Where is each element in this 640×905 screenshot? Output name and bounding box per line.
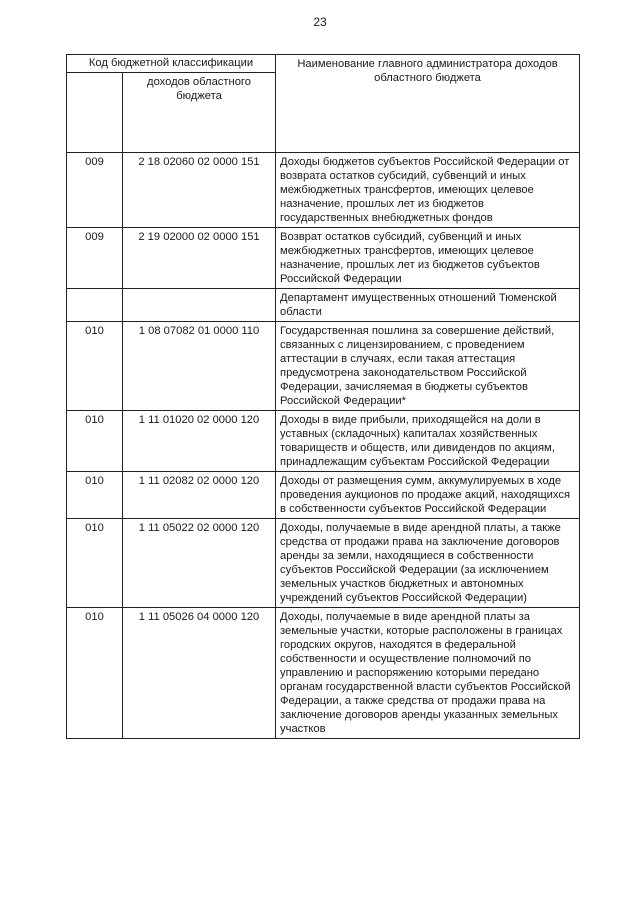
table-row (67, 411, 580, 472)
admin-code: 010 (67, 608, 123, 739)
table-row (67, 153, 580, 228)
income-name: Возврат остатков субсидий, субвенций и иных межбюджетных трансфертов, имеющих целевое назначение, прошлых лет из бюджетов субъектов Российской Федерации (276, 228, 580, 289)
income-name: Доходы в виде прибыли, приходящейся на доли в уставных (складочных) капиталах хозяйственных товариществ и обществ, или дивидендов по акциям, принадлежащим субъектам Российской Федерации (276, 411, 580, 472)
admin-code (67, 289, 123, 322)
table-body (67, 153, 580, 739)
income-code (123, 289, 276, 322)
table-row (67, 472, 580, 519)
admin-code: 010 (67, 322, 123, 411)
header-classification-code: Код бюджетной классификации (67, 55, 276, 73)
income-code: 1 11 02082 02 0000 120 (123, 472, 276, 519)
header-budget-income-code: доходов областного бюджета (123, 73, 276, 153)
table-row (67, 519, 580, 608)
income-name: Государственная пошлина за совершение действий, связанных с лицензированием, с проведением аттестации в случаях, если такая аттестация предусмотрена законодательством Российской Федерации, зачисляемая в бюджеты субъектов Российской Федерации* (276, 322, 580, 411)
income-code: 1 11 05022 02 0000 120 (123, 519, 276, 608)
page-number: 23 (313, 15, 327, 29)
income-name: Доходы бюджетов субъектов Российской Федерации от возврата остатков субсидий, субвенций и иных межбюджетных трансфертов, имеющих целевое назначение, прошлых лет из бюджетов государственных внебюджетных фондов (276, 153, 580, 228)
admin-code: 010 (67, 411, 123, 472)
table-row (67, 228, 580, 289)
income-code: 1 11 01020 02 0000 120 (123, 411, 276, 472)
income-code: 2 18 02060 02 0000 151 (123, 153, 276, 228)
admin-code: 010 (67, 472, 123, 519)
header-administrator-name: Наименование главного администратора доходов областного бюджета (276, 55, 580, 153)
admin-code: 009 (67, 153, 123, 228)
income-code: 1 11 05026 04 0000 120 (123, 608, 276, 739)
budget-classification-table (66, 54, 580, 739)
income-name: Доходы от размещения сумм, аккумулируемых в ходе проведения аукционов по продаже акций, находящихся в собственности субъектов Российской Федерации (276, 472, 580, 519)
income-name: Доходы, получаемые в виде арендной платы, а также средства от продажи права на заключение договоров аренды за земли, находящиеся в собственности субъектов Российской Федерации (за исключением земельных участков бюджетных и автономных учреждений субъектов Российской Федерации) (276, 519, 580, 608)
income-code: 2 19 02000 02 0000 151 (123, 228, 276, 289)
table-row (67, 322, 580, 411)
income-name: Доходы, получаемые в виде арендной платы за земельные участки, которые расположены в границах городских округов, находятся в федеральной собственности и осуществление полномочий по управлению и распоряжению которыми передано органам государственной власти субъектов Российской Федерации, а также средства от продажи права на заключение договоров аренды указанных земельных участков (276, 608, 580, 739)
admin-code: 009 (67, 228, 123, 289)
table-row (67, 608, 580, 739)
admin-code: 010 (67, 519, 123, 608)
table-header (67, 55, 580, 153)
department-row (67, 289, 580, 322)
income-code: 1 08 07082 01 0000 110 (123, 322, 276, 411)
department-name: Департамент имущественных отношений Тюменской области (276, 289, 580, 322)
header-admin-code-blank (67, 73, 123, 153)
